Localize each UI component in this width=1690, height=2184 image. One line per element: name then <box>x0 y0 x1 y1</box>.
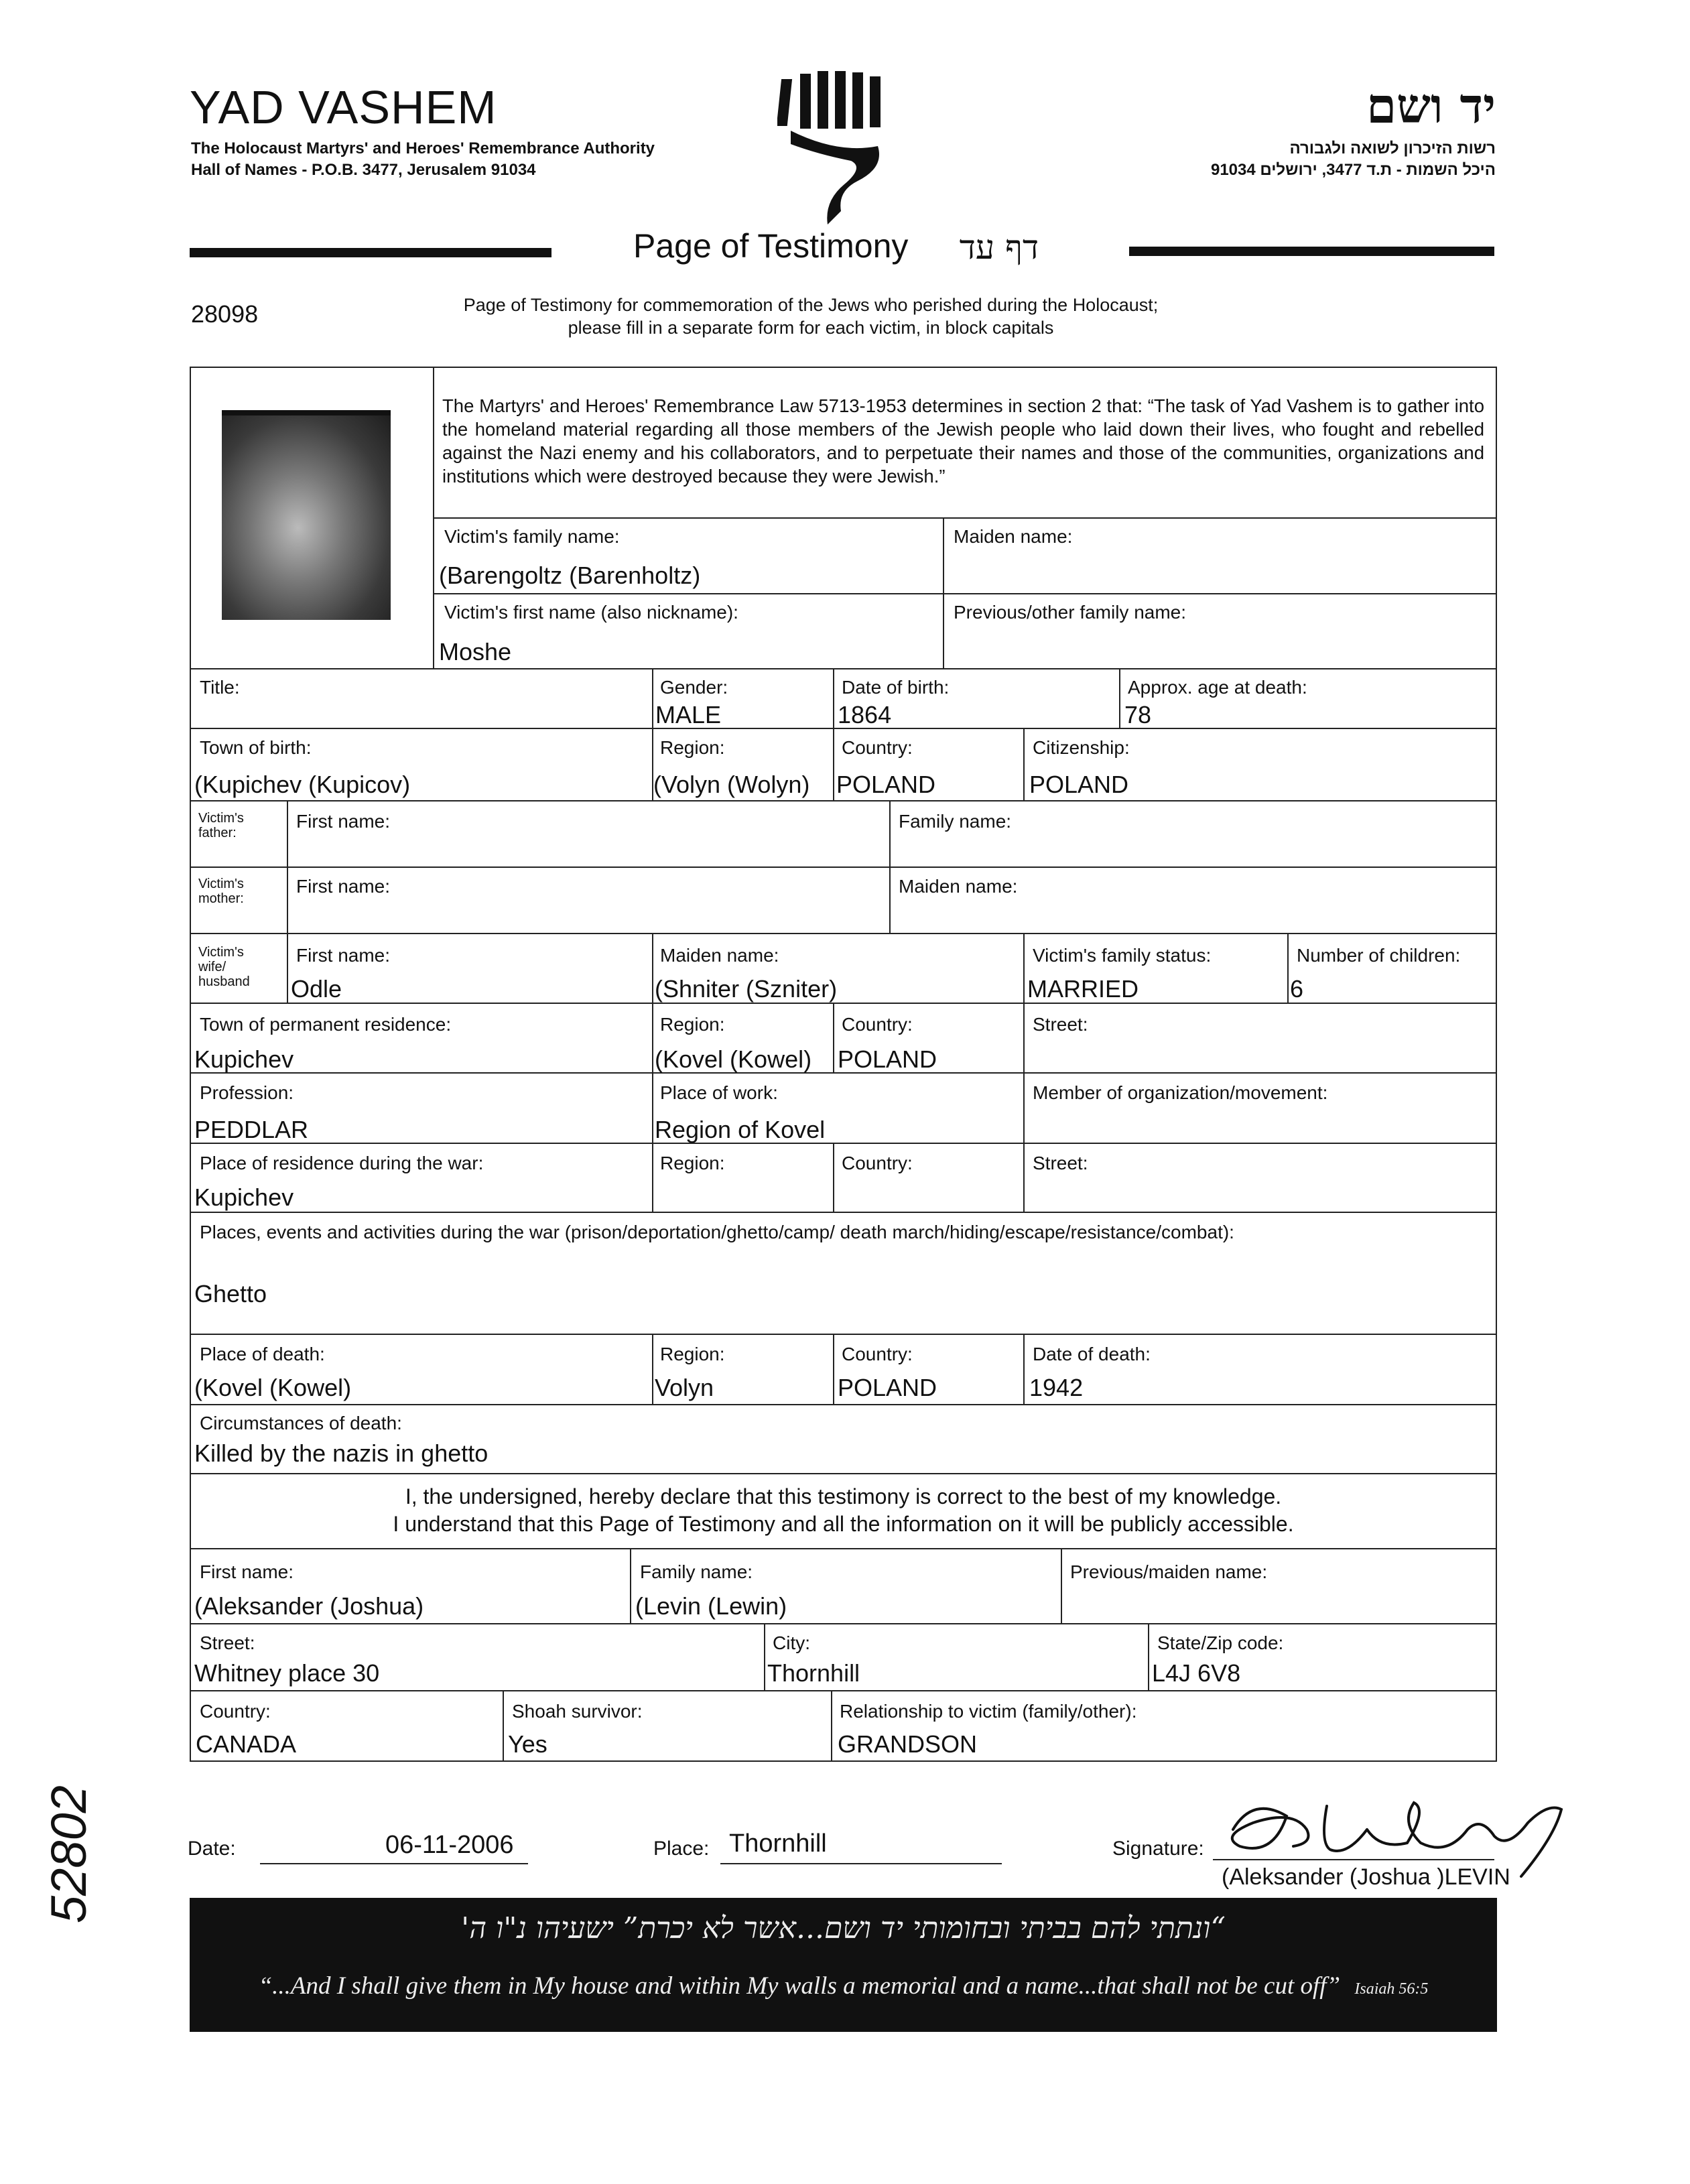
citizenship-label: Citizenship: <box>1033 737 1130 758</box>
death-place-label: Place of death: <box>200 1344 325 1364</box>
divider <box>1023 1003 1025 1212</box>
org-name-hebrew: יד ושם <box>1366 77 1496 134</box>
submitter-first-name-value: (Aleksander (Joshua) <box>194 1592 424 1620</box>
divider <box>831 1690 832 1762</box>
war-country-label: Country: <box>842 1153 913 1173</box>
father-family-name-label: Family name: <box>899 811 1012 832</box>
photo-frame <box>190 367 434 668</box>
law-text: The Martyrs' and Heroes' Remembrance Law 5713-1953 determines in section 2 that: “The task of Yad Vashem is to gather into the homeland material regarding all those members of the Jewish people who laid down their lives, who fought and rebelled against the Nazi enemy and his collaborators, and to perpetuate their names and those of the communities, organizations and institutions which were destroyed because they were Jewish.” <box>442 395 1484 487</box>
org-address-hebrew: היכל השמות - ת.ד 3477, ירושלים 91034 <box>1210 161 1496 179</box>
birth-country-label: Country: <box>842 737 913 758</box>
submitter-zip-value: L4J 6V8 <box>1152 1659 1241 1687</box>
divider <box>652 668 653 728</box>
shoah-survivor-value: Yes <box>508 1730 547 1758</box>
divider <box>190 1548 1497 1549</box>
residence-street-label: Street: <box>1033 1014 1088 1035</box>
divider <box>190 1623 1497 1624</box>
profession-value: PEDDLAR <box>194 1116 309 1143</box>
age-value: 78 <box>1124 701 1152 728</box>
mother-first-name-label: First name: <box>296 876 391 897</box>
place-of-work-label: Place of work: <box>660 1082 778 1103</box>
mother-maiden-name-label: Maiden name: <box>899 876 1018 897</box>
divider <box>833 728 834 800</box>
divider <box>190 1334 1497 1335</box>
divider <box>190 1143 1497 1144</box>
divider <box>503 1690 504 1762</box>
signature-name: (Aleksander (Joshua )LEVIN <box>1222 1864 1510 1890</box>
divider <box>1119 668 1120 728</box>
place-label: Place: <box>653 1838 710 1860</box>
submitter-country-label: Country: <box>200 1701 271 1722</box>
death-region-label: Region: <box>660 1344 725 1364</box>
divider <box>652 933 653 1003</box>
spouse-maiden-name-label: Maiden name: <box>660 945 779 966</box>
quote-banner <box>190 1898 1497 2032</box>
death-place-value: (Kovel (Kowel) <box>194 1374 352 1401</box>
place-line <box>720 1863 1002 1864</box>
residence-country-value: POLAND <box>838 1045 937 1073</box>
first-name-value: Moshe <box>439 638 512 665</box>
divider <box>434 593 1497 594</box>
gender-value: MALE <box>655 701 722 728</box>
declaration-line-2: I understand that this Page of Testimony and all the information on it will be publicly accessible. <box>393 1512 1294 1536</box>
war-street-label: Street: <box>1033 1153 1088 1173</box>
family-name-value: (Barengoltz (Barenholtz) <box>439 562 701 589</box>
divider <box>190 1690 1497 1691</box>
divider <box>652 1072 653 1143</box>
spouse-first-name-label: First name: <box>296 945 391 966</box>
residence-region-value: (Kovel (Kowel) <box>655 1045 812 1073</box>
children-value: 6 <box>1290 975 1304 1003</box>
death-country-value: POLAND <box>838 1374 937 1401</box>
declaration-line-1: I, the undersigned, hereby declare that this testimony is correct to the best of my knowledge. <box>405 1484 1282 1508</box>
dob-value: 1864 <box>838 701 892 728</box>
divider <box>287 933 288 1003</box>
war-region-label: Region: <box>660 1153 725 1173</box>
war-residence-value: Kupichev <box>194 1183 294 1211</box>
residence-country-label: Country: <box>842 1014 913 1035</box>
submitter-family-name-value: (Levin (Lewin) <box>635 1592 787 1620</box>
war-events-label: Places, events and activities during the war (prison/deportation/ghetto/camp/ death march/hiding/escape/resistance/combat): <box>200 1222 1234 1242</box>
profession-label: Profession: <box>200 1082 294 1103</box>
birth-region-label: Region: <box>660 737 725 758</box>
divider <box>943 517 944 668</box>
death-circumstances-value: Killed by the nazis in ghetto <box>194 1439 489 1467</box>
banner-hebrew-quote: “ונתתי להם בביתי ובחומותי יד ושם...אשר לא יכרת” ישעיהו נ"ו ה' <box>461 1911 1226 1945</box>
war-events-value: Ghetto <box>194 1280 267 1307</box>
town-of-birth-value: (Kupichev (Kupicov) <box>194 771 411 798</box>
submitter-city-label: City: <box>773 1632 810 1653</box>
intro-line-2: please fill in a separate form for each victim, in block capitals <box>568 318 1054 338</box>
divider <box>652 1334 653 1404</box>
submitter-street-value: Whitney place 30 <box>194 1659 380 1687</box>
family-name-label: Victim's family name: <box>444 526 620 547</box>
citizenship-value: POLAND <box>1029 771 1129 798</box>
war-residence-label: Place of residence during the war: <box>200 1153 484 1173</box>
divider <box>1023 1334 1025 1404</box>
banner-english-text: “...And I shall give them in My house and within My walls a memorial and a name...that shall not be cut off” <box>258 1972 1341 2000</box>
page-title-hebrew: דף עד <box>959 228 1039 267</box>
previous-family-name-label: Previous/other family name: <box>954 602 1187 623</box>
org-name: YAD VASHEM <box>190 81 497 133</box>
divider <box>1023 728 1025 800</box>
father-side-label: Victim's father: <box>198 811 244 840</box>
place-value: Thornhill <box>729 1829 827 1858</box>
father-first-name-label: First name: <box>296 811 391 832</box>
divider <box>1148 1623 1149 1690</box>
birth-country-value: POLAND <box>836 771 936 798</box>
signature-label: Signature: <box>1112 1838 1204 1860</box>
divider <box>190 668 1497 669</box>
submitter-street-label: Street: <box>200 1632 255 1653</box>
spouse-first-name-value: Odle <box>291 975 342 1003</box>
form-number: 28098 <box>191 300 259 328</box>
divider <box>652 1003 653 1072</box>
death-date-value: 1942 <box>1029 1374 1084 1401</box>
divider <box>287 800 288 933</box>
place-of-work-value: Region of Kovel <box>655 1116 826 1143</box>
date-line <box>260 1863 528 1864</box>
submitter-city-value: Thornhill <box>767 1659 860 1687</box>
divider <box>889 800 891 933</box>
divider <box>190 866 1497 868</box>
date-value: 06-11-2006 <box>385 1831 514 1859</box>
divider <box>1061 1548 1062 1623</box>
children-label: Number of children: <box>1297 945 1461 966</box>
dob-label: Date of birth: <box>842 677 950 698</box>
family-status-label: Victim's family status: <box>1033 945 1212 966</box>
divider <box>190 1473 1497 1474</box>
divider <box>833 1003 834 1072</box>
divider <box>652 1143 653 1212</box>
org-address: Hall of Names - P.O.B. 3477, Jerusalem 91034 <box>191 161 536 179</box>
family-status-value: MARRIED <box>1027 975 1139 1003</box>
banner-reference: Isaiah 56:5 <box>1354 1980 1429 1998</box>
title-bar-left <box>190 248 551 257</box>
birth-region-value: (Volyn (Wolyn) <box>653 771 810 798</box>
signature-line <box>1213 1859 1494 1860</box>
relationship-label: Relationship to victim (family/other): <box>840 1701 1137 1722</box>
submitter-family-name-label: Family name: <box>640 1561 753 1582</box>
banner-english-quote <box>190 1972 1497 2000</box>
page-title: Page of Testimony <box>633 227 909 265</box>
submitter-first-name-label: First name: <box>200 1561 294 1582</box>
org-subtitle: The Holocaust Martyrs' and Heroes' Remembrance Authority <box>191 139 655 157</box>
mother-side-label: Victim's mother: <box>198 877 244 906</box>
divider <box>190 1404 1497 1405</box>
victim-photo <box>222 410 391 620</box>
divider <box>190 1212 1497 1213</box>
residence-town-value: Kupichev <box>194 1045 294 1073</box>
org-subtitle-hebrew: רשות הזיכרון לשואה ולגבורה <box>1289 139 1496 157</box>
divider <box>1287 933 1289 1003</box>
gender-label: Gender: <box>660 677 728 698</box>
margin-number: 52802 <box>41 1785 96 1923</box>
submitter-zip-label: State/Zip code: <box>1157 1632 1284 1653</box>
spouse-maiden-name-value: (Shniter (Szniter) <box>655 975 838 1003</box>
divider <box>833 1143 834 1212</box>
submitter-country-value: CANADA <box>196 1730 297 1758</box>
residence-region-label: Region: <box>660 1014 725 1035</box>
intro-line-1: Page of Testimony for commemoration of the Jews who perished during the Holocaust; <box>463 295 1159 315</box>
divider <box>190 933 1497 934</box>
maiden-name-label: Maiden name: <box>954 526 1073 547</box>
submitter-previous-name-label: Previous/maiden name: <box>1070 1561 1268 1582</box>
title-bar-right <box>1129 247 1494 256</box>
relationship-value: GRANDSON <box>838 1730 978 1758</box>
date-label: Date: <box>188 1838 236 1860</box>
death-date-label: Date of death: <box>1033 1344 1151 1364</box>
title-label: Title: <box>200 677 240 698</box>
divider <box>434 517 1497 519</box>
death-region-value: Volyn <box>655 1374 714 1401</box>
divider <box>764 1623 765 1690</box>
divider <box>833 1334 834 1404</box>
death-circumstances-label: Circumstances of death: <box>200 1413 402 1433</box>
death-country-label: Country: <box>842 1344 913 1364</box>
organization-label: Member of organization/movement: <box>1033 1082 1328 1103</box>
first-name-label: Victim's first name (also nickname): <box>444 602 738 623</box>
residence-town-label: Town of permanent residence: <box>200 1014 452 1035</box>
divider <box>1023 933 1025 1003</box>
yad-vashem-logo-icon <box>777 67 898 228</box>
age-label: Approx. age at death: <box>1128 677 1307 698</box>
divider <box>630 1548 631 1623</box>
town-of-birth-label: Town of birth: <box>200 737 312 758</box>
shoah-survivor-label: Shoah survivor: <box>512 1701 643 1722</box>
divider <box>190 800 1497 801</box>
divider <box>833 668 834 728</box>
spouse-side-label: Victim's wife/ husband <box>198 945 250 989</box>
